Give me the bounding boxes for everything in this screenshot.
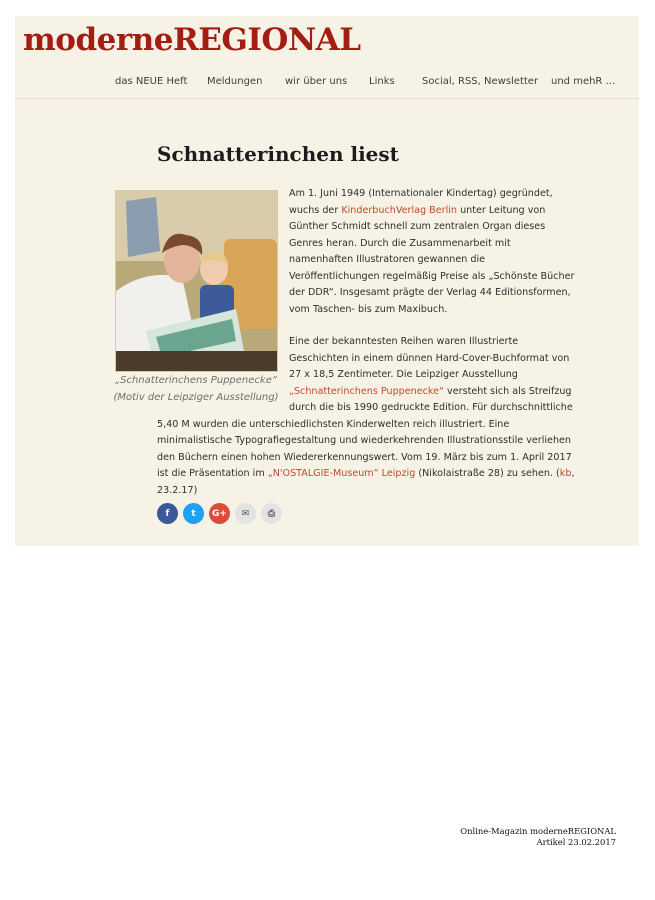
header-divider (15, 98, 639, 99)
paragraph-2: Eine der bekanntesten Reihen waren Illustrierte Geschichten in einem dünnen Hard-Cover-Buchformat von 27 x 18,5 Zentimeter. Die Leipziger Ausstellung „Schnatterinchens Puppenecke“ versteht sich als Streifzug durch die bis 1990 gedruckte Edition. Für durchschnittliche 5,40 M wurden die unterschiedlichsten Kinderwelten reich illustriert. Eine minimalistische Typografiegestaltung und wiederkehrenden Illustrationsstile verliehen den Büchern einen hohen Wiedererkennungswert. Vom 19. März bis zum 1. April 2017 ist die Präsentation im „N'OSTALGIE-Museum“ Leipzig (Nikolaistraße 28) zu sehen. (kb, 23.2.17) (157, 336, 575, 496)
image-float-spacer (157, 186, 289, 414)
page-footer (460, 826, 616, 848)
paragraph-1: Am 1. Juni 1949 (Internationaler Kindertag) gegründet, wuchs der KinderbuchVerlag Berlin unter Leitung von Günther Schmidt schnell zum zentralen Organ dieses Genres heran. Durch die Zusammenarbeit mit namenhaften Illustratoren gewannen die Veröffentlichungen regelmäßig Preise als „Schönste Bücher der DDR“. Insgesamt prägte der Verlag 44 Editionsformen, vom Taschen- bis zum Maxibuch. (289, 188, 575, 315)
footer-date: Artikel 23.02.2017 (536, 837, 616, 847)
facebook-icon[interactable]: f (157, 503, 178, 524)
google-plus-icon[interactable]: G+ (209, 503, 230, 524)
nav-item-social[interactable]: Social, RSS, Newsletter (422, 76, 539, 87)
link-author-kb[interactable]: kb (559, 468, 572, 479)
nav-item-neues-heft[interactable]: das NEUE Heft (115, 76, 188, 87)
nav-item-mehr[interactable]: und mehR … (551, 76, 616, 87)
site-logo[interactable]: moderneREGIONAL (23, 22, 361, 58)
main-nav (15, 76, 639, 96)
footer-magazine: Online-Magazin moderneREGIONAL (460, 826, 616, 836)
print-icon[interactable]: ⎙ (261, 503, 282, 524)
page-card (15, 16, 639, 546)
nav-item-ueber-uns[interactable]: wir über uns (285, 76, 348, 87)
twitter-icon[interactable]: t (183, 503, 204, 524)
article-body (157, 186, 575, 515)
nav-item-links[interactable]: Links (369, 76, 395, 87)
link-puppenecke[interactable]: „Schnatterinchens Puppenecke“ (289, 385, 444, 397)
photo-caption: „Schnatterinchens Puppenecke“ (Motiv der Leipziger Ausstellung) (113, 375, 279, 403)
nav-item-meldungen[interactable]: Meldungen (207, 76, 263, 87)
article-title: Schnatterinchen liest (157, 142, 399, 166)
link-nostalgie-museum[interactable]: „N'OSTALGIE-Museum“ Leipzig (267, 468, 416, 479)
link-kinderbuchverlag[interactable]: KinderbuchVerlag Berlin (341, 204, 458, 216)
email-icon[interactable]: ✉ (235, 503, 256, 524)
